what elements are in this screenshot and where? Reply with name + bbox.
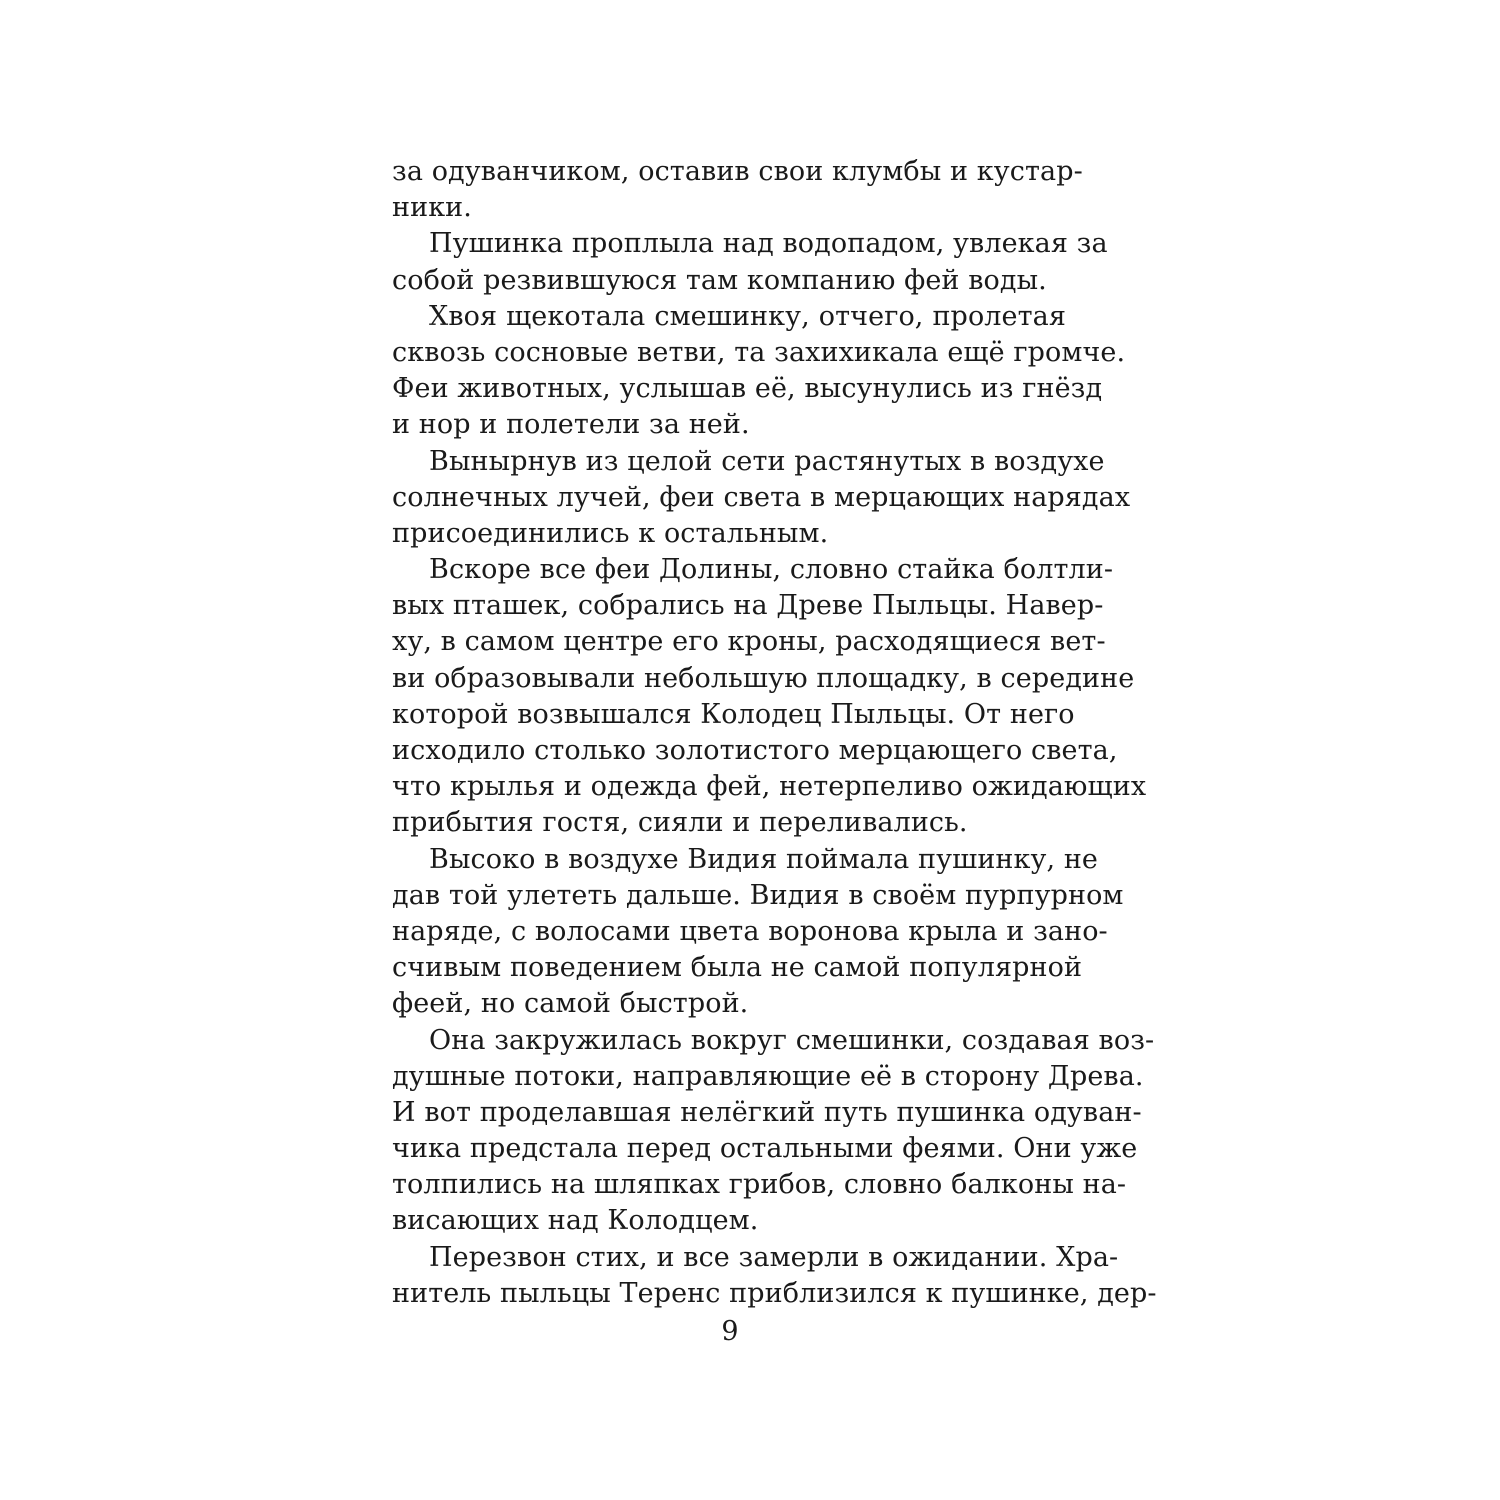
text-line: висающих над Колодцем. — [392, 1205, 759, 1237]
text-line: толпились на шляпках грибов, словно балконы на- — [392, 1169, 1127, 1201]
text-line: наряде, с волосами цвета воронова крыла и зано- — [392, 915, 1108, 947]
text-line: Перезвон стих, и все замерли в ожидании. Хра- — [429, 1241, 1119, 1273]
text-line: Вынырнув из целой сети растянутых в воздухе — [429, 445, 1105, 477]
text-line: исходило столько золотистого мерцающего света, — [392, 735, 1118, 766]
text-line: Вскоре все феи Долины, словно стайка болтли- — [429, 554, 1114, 586]
text-line: Она закружилась вокруг смешинки, создавая воз- — [429, 1024, 1155, 1056]
text-line: и нор и полетели за ней. — [392, 409, 750, 441]
text-line: что крылья и одежда фей, нетерпеливо ожидающих — [392, 771, 1147, 803]
text-line: чика предстала перед остальными феями. Они уже — [392, 1133, 1138, 1165]
text-line: феей, но самой быстрой. — [392, 988, 749, 1020]
text-line: солнечных лучей, феи света в мерцающих нарядах — [392, 481, 1131, 513]
text-line: вых пташек, собрались на Древе Пыльцы. Навер- — [392, 590, 1104, 622]
text-line: прибытия гостя, сияли и переливались. — [392, 807, 968, 839]
text-line: нитель пыльцы Теренс приблизился к пушинке, дер- — [392, 1277, 1157, 1309]
text-line: присоединились к остальным. — [392, 517, 829, 549]
page-number: 9 — [721, 1316, 739, 1347]
text-line: И вот проделавшая нелёгкий путь пушинка одуван- — [392, 1096, 1142, 1128]
text-line: ники. — [392, 192, 472, 224]
text-line: дав той улететь дальше. Видия в своём пурпурном — [392, 879, 1124, 911]
text-line: Феи животных, услышав её, высунулись из гнёзд — [392, 373, 1103, 405]
text-line: которой возвышался Колодец Пыльцы. От него — [392, 698, 1075, 730]
text-line: собой резвившуюся там компанию фей воды. — [392, 264, 1047, 296]
text-line: Пушинка проплыла над водопадом, увлекая за — [429, 228, 1108, 260]
text-line: Высоко в воздухе Видия поймала пушинку, не — [429, 843, 1099, 875]
page-body-text — [392, 154, 1157, 1312]
text-line: ви образовывали небольшую площадку, в середине — [392, 662, 1135, 694]
text-line: сквозь сосновые ветви, та захихикала ещё громче. — [392, 336, 1126, 368]
text-line: душные потоки, направляющие её в сторону Древа. — [392, 1060, 1144, 1092]
text-line: ху, в самом центре его кроны, расходящиеся вет- — [392, 626, 1106, 658]
text-line: за одуванчиком, оставив свои клумбы и кустар- — [392, 156, 1083, 187]
text-line: Хвоя щекотала смешинку, отчего, пролетая — [429, 300, 1066, 332]
text-line: счивым поведением была не самой популярной — [392, 952, 1083, 984]
